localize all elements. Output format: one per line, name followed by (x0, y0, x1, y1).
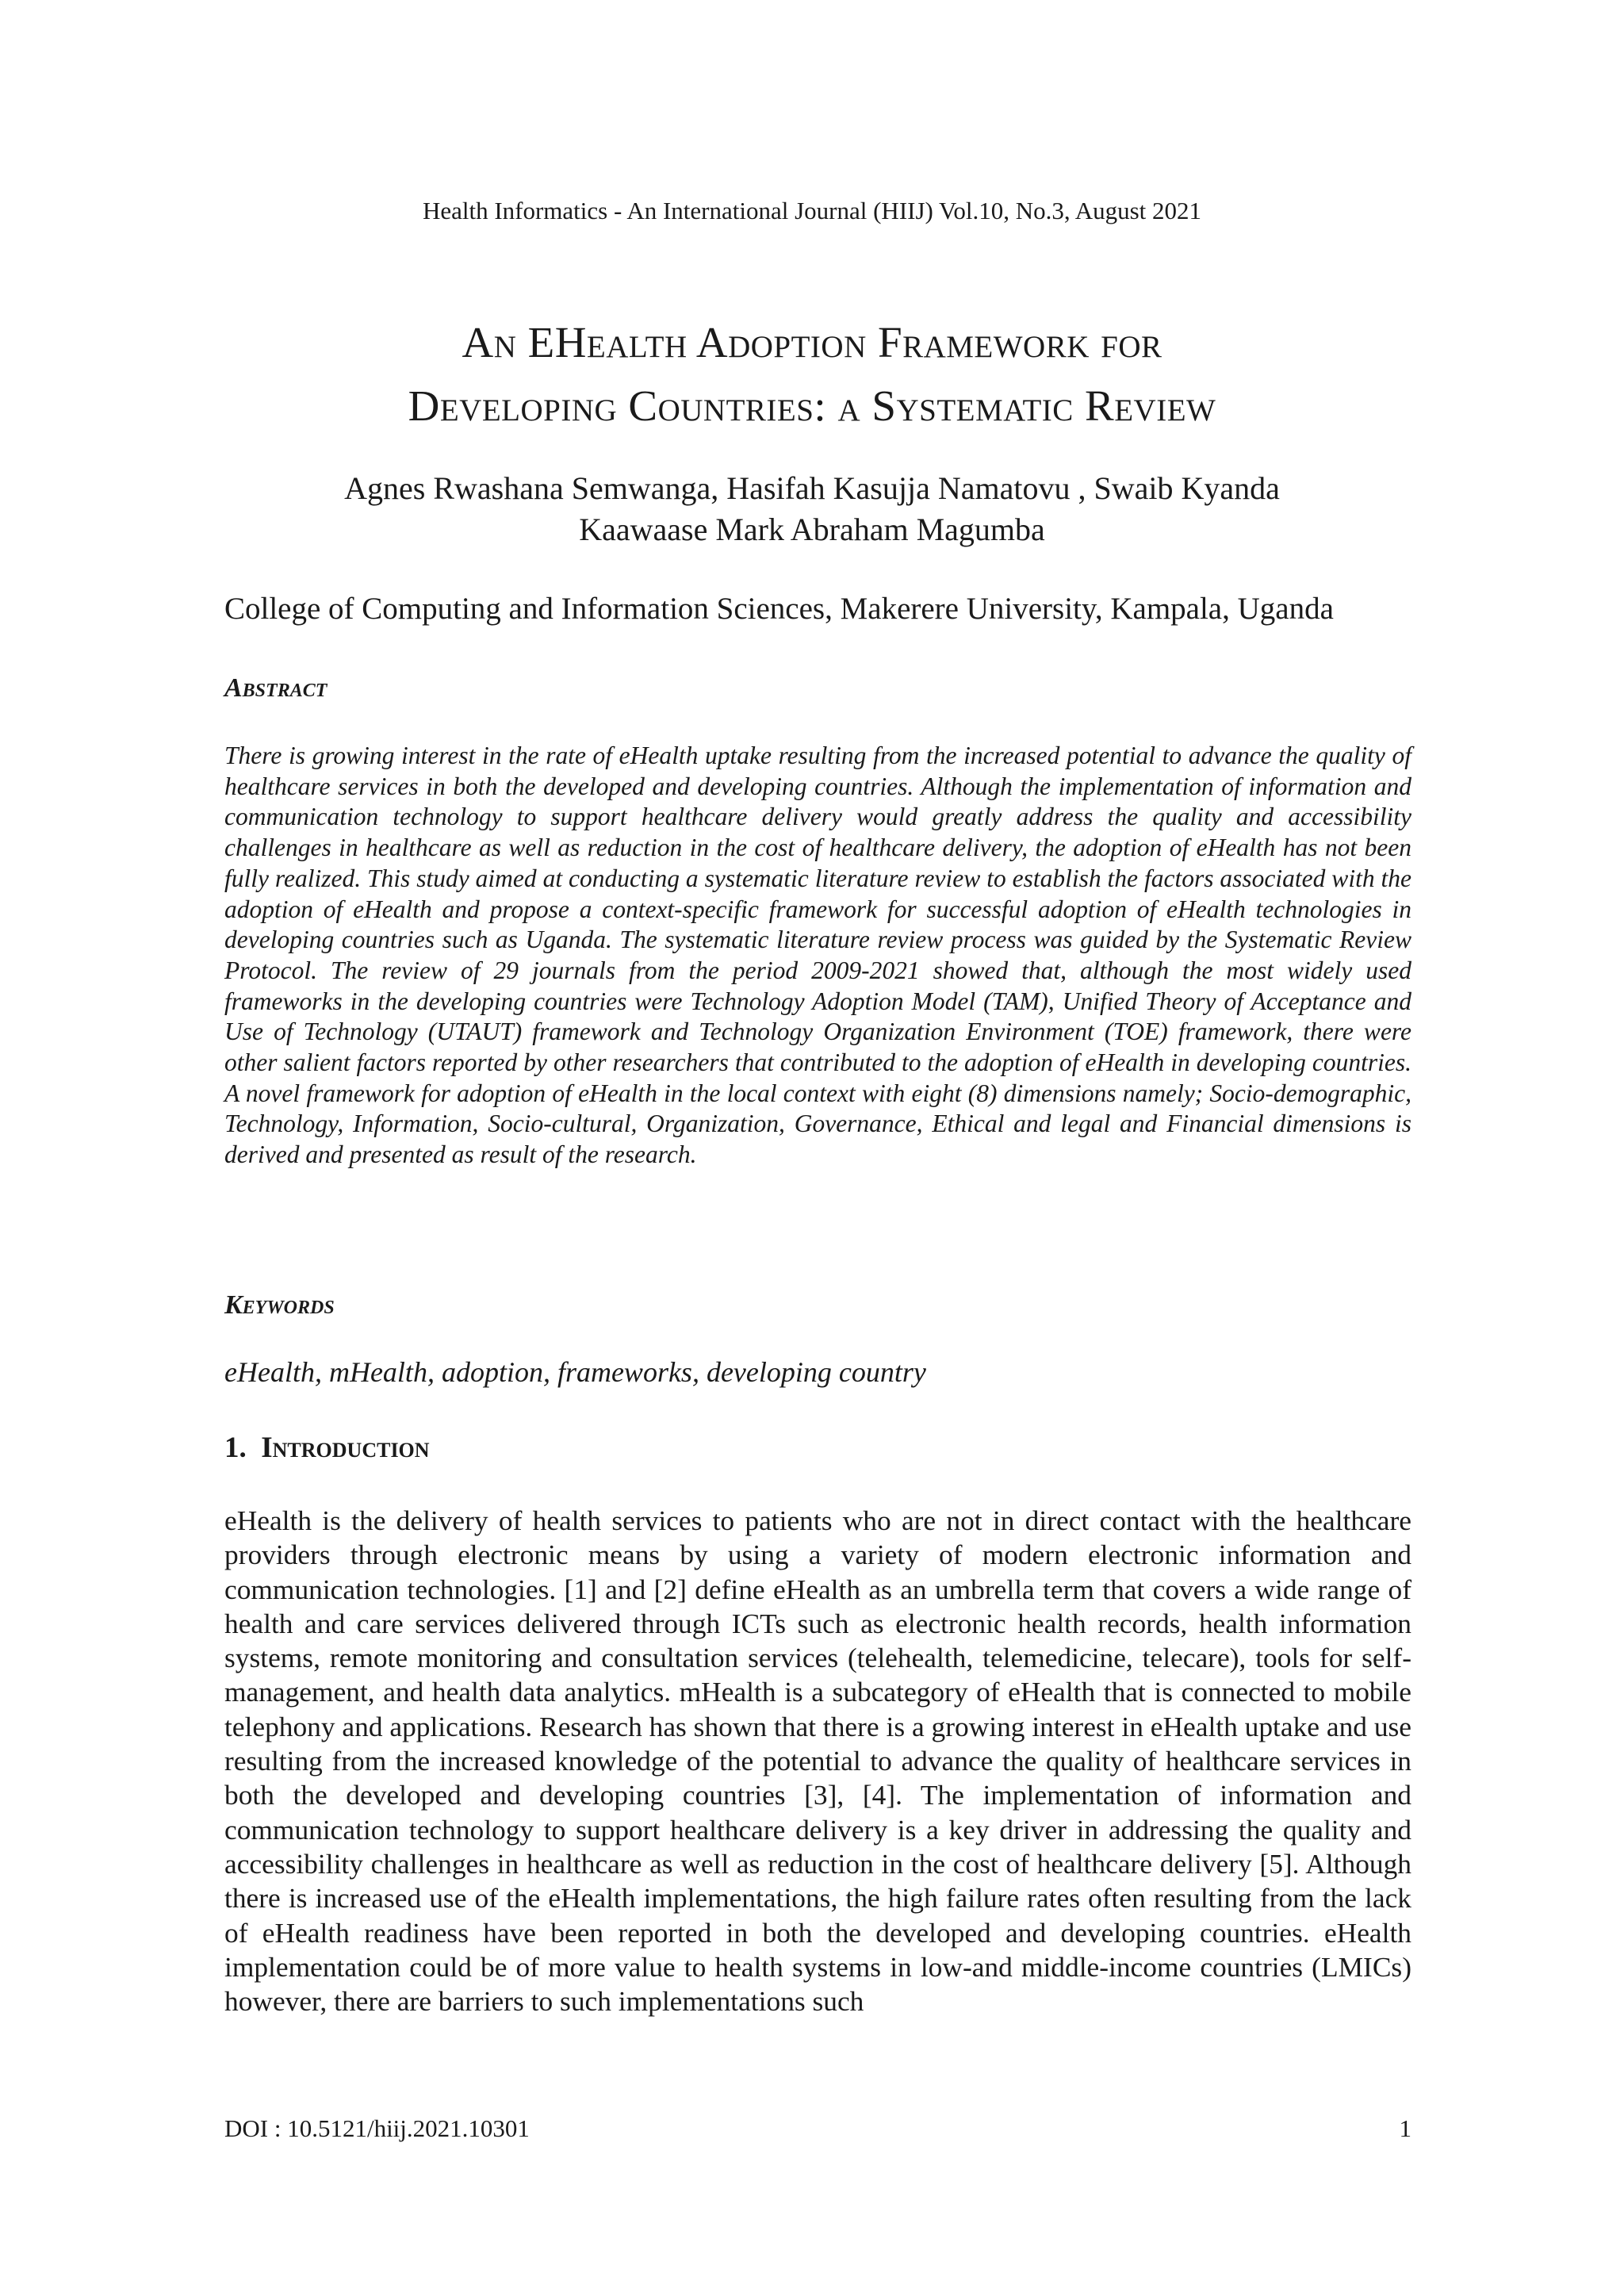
introduction-text: eHealth is the delivery of health services to patients who are not in direct contact with the healthcare providers through electronic means by using a variety of modern electronic information and communication technologies. [1] and [2] define eHealth as an umbrella term that covers a wide range of health and care services delivered through ICTs such as electronic health records, health information systems, remote monitoring and consultation services (telehealth, telemedicine, telecare), tools for self-management, and health data analytics. mHealth is a subcategory of eHealth that is connected to mobile telephony and applications. Research has shown that there is a growing interest in eHealth uptake and use resulting from the increased knowledge of the potential to advance the quality of healthcare services in both the developed and developing countries [3], [4]. The implementation of information and communication technology to support healthcare delivery is a key driver in addressing the quality and accessibility challenges in healthcare as well as reduction in the cost of healthcare delivery [5]. Although there is increased use of the eHealth implementations, the high failure rates often resulting from the lack of eHealth readiness have been reported in both the developed and developing countries. eHealth implementation could be of more value to health systems in low-and middle-income countries (LMICs) however, there are barriers to such implementations such (224, 1504, 1411, 2018)
page-number: 1 (1399, 2114, 1411, 2142)
author-line: Kaawaase Mark Abraham Magumba (579, 512, 1045, 547)
affiliation: College of Computing and Information Sciences, Makerere University, Kampala, Uganda (224, 592, 1334, 626)
abstract-text: There is growing interest in the rate of eHealth uptake resulting from the increased potential to advance the quality of healthcare services in both the developed and developing countries. Although the implementation of information and communication technology to support healthcare delivery would greatly address the quality and accessibility challenges in healthcare as well as reduction in the cost of healthcare delivery, the adoption of eHealth has not been fully realized. This study aimed at conducting a systematic literature review to establish the factors associated with the adoption of eHealth and propose a context-specific framework for successful adoption of eHealth technologies in developing countries such as Uganda. The systematic literature review process was guided by the Systematic Review Protocol. The review of 29 journals from the period 2009-2021 showed that, although the most widely used frameworks in the developing countries were Technology Adoption Model (TAM), Unified Theory of Acceptance and Use of Technology (UTAUT) framework and Technology Organization Environment (TOE) framework, there were other salient factors reported by other researchers that contributed to the adoption of eHealth in developing countries. A novel framework for adoption of eHealth in the local context with eight (8) dimensions namely; Socio-demographic, Technology, Information, Socio-cultural, Organization, Governance, Ethical and legal and Financial dimensions is derived and presented as result of the research. (224, 742, 1411, 1169)
running-header: Health Informatics - An International Journal (HIIJ) Vol.10, No.3, August 2021 (422, 197, 1202, 224)
paper-title-line: Developing Countries: a Systematic Review (408, 381, 1216, 430)
keywords-text: eHealth, mHealth, adoption, frameworks, developing country (224, 1356, 926, 1388)
author-list (159, 468, 1465, 550)
paper-title (159, 311, 1465, 438)
abstract-heading: Abstract (224, 673, 327, 703)
introduction-heading: 1. Introduction (224, 1432, 430, 1464)
paper-title-line: An EHealth Adoption Framework for (462, 318, 1162, 366)
author-line: Agnes Rwashana Semwanga, Hasifah Kasujja Namatovu , Swaib Kyanda (344, 470, 1280, 506)
keywords-heading: Keywords (224, 1290, 335, 1320)
doi-footer: DOI : 10.5121/hiij.2021.10301 (224, 2114, 530, 2142)
